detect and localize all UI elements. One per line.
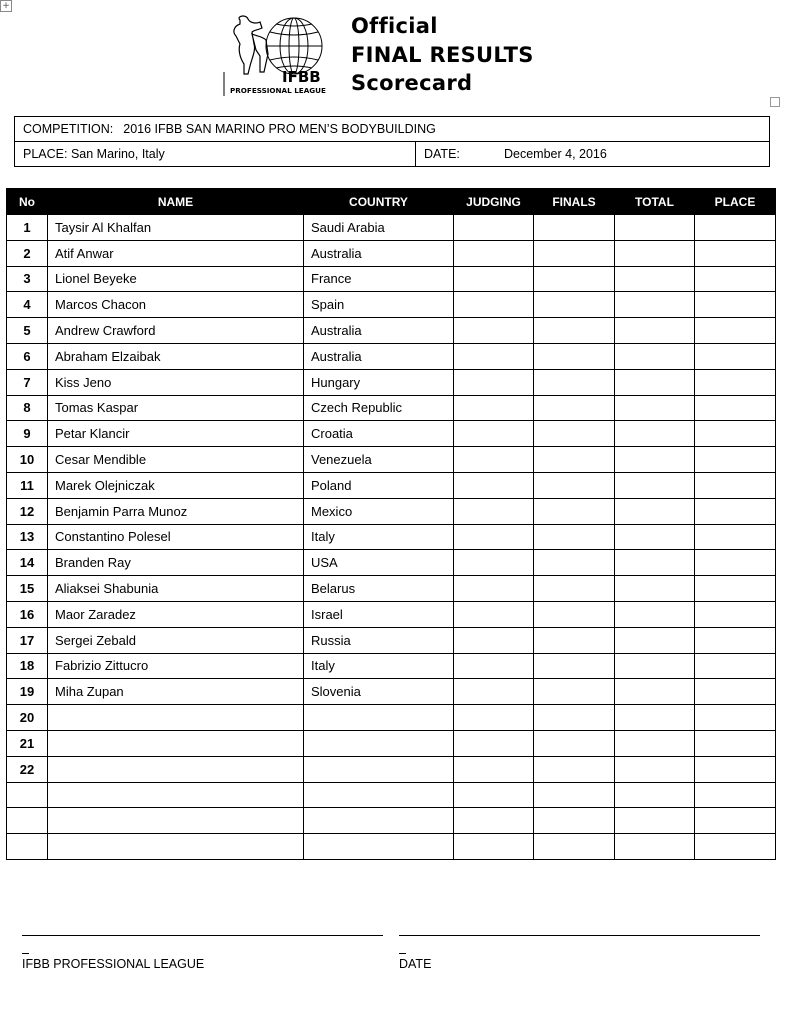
- row-number: 12: [7, 498, 48, 524]
- table-move-handle[interactable]: +: [0, 0, 12, 12]
- judging-cell: [454, 472, 534, 498]
- competitor-country: Czech Republic: [304, 395, 454, 421]
- place-cell: [695, 756, 776, 782]
- table-row: [7, 730, 776, 756]
- competitor-name: Cesar Mendible: [48, 447, 304, 473]
- place-cell: [695, 215, 776, 241]
- place-label: PLACE:: [23, 147, 68, 161]
- competitor-name: Benjamin Parra Munoz: [48, 498, 304, 524]
- scorecard-title: [351, 12, 534, 98]
- competitor-name: [48, 782, 304, 808]
- judging-cell: [454, 653, 534, 679]
- table-row: [7, 782, 776, 808]
- competitor-country: Hungary: [304, 369, 454, 395]
- competitor-name: Maor Zaradez: [48, 601, 304, 627]
- place-cell: [695, 266, 776, 292]
- finals-cell: [534, 421, 615, 447]
- judging-cell: [454, 215, 534, 241]
- table-row: [7, 653, 776, 679]
- row-number: 15: [7, 576, 48, 602]
- place-cell: [695, 318, 776, 344]
- total-cell: [615, 808, 695, 834]
- row-number: [7, 834, 48, 860]
- judging-cell: [454, 447, 534, 473]
- total-cell: [615, 576, 695, 602]
- finals-cell: [534, 601, 615, 627]
- table-row: [7, 601, 776, 627]
- finals-cell: [534, 343, 615, 369]
- finals-cell: [534, 550, 615, 576]
- competitor-country: France: [304, 266, 454, 292]
- results-header-row: [7, 189, 776, 215]
- finals-cell: [534, 808, 615, 834]
- competitor-name: Aliaksei Shabunia: [48, 576, 304, 602]
- row-number: 6: [7, 343, 48, 369]
- place-cell: [695, 292, 776, 318]
- competitor-country: Italy: [304, 653, 454, 679]
- place-cell: [695, 550, 776, 576]
- svg-text:PROFESSIONAL LEAGUE: PROFESSIONAL LEAGUE: [230, 86, 326, 95]
- place-cell: [695, 421, 776, 447]
- row-number: 19: [7, 679, 48, 705]
- place-cell: [695, 782, 776, 808]
- competitor-name: [48, 705, 304, 731]
- judging-cell: [454, 705, 534, 731]
- finals-cell: [534, 756, 615, 782]
- date-value: December 4, 2016: [504, 147, 607, 161]
- place-cell: [695, 601, 776, 627]
- row-number: 1: [7, 215, 48, 241]
- signature-line-league: [22, 935, 383, 936]
- competitor-country: Mexico: [304, 498, 454, 524]
- ifbb-logo: [222, 14, 342, 96]
- place-cell: [695, 498, 776, 524]
- col-header-no: No: [7, 189, 48, 215]
- competition-info-table: [14, 116, 770, 167]
- competitor-name: Fabrizio Zittucro: [48, 653, 304, 679]
- total-cell: [615, 266, 695, 292]
- competitor-name: Abraham Elzaibak: [48, 343, 304, 369]
- row-number: 2: [7, 240, 48, 266]
- finals-cell: [534, 498, 615, 524]
- judging-cell: [454, 524, 534, 550]
- results-table: [6, 188, 776, 860]
- date-label: DATE:: [424, 147, 460, 161]
- competitor-country: Saudi Arabia: [304, 215, 454, 241]
- competitor-country: Australia: [304, 343, 454, 369]
- total-cell: [615, 601, 695, 627]
- table-row: [7, 679, 776, 705]
- row-number: 10: [7, 447, 48, 473]
- finals-cell: [534, 472, 615, 498]
- competitor-name: Marek Olejniczak: [48, 472, 304, 498]
- competitor-name: Constantino Polesel: [48, 524, 304, 550]
- finals-cell: [534, 627, 615, 653]
- total-cell: [615, 550, 695, 576]
- total-cell: [615, 834, 695, 860]
- total-cell: [615, 240, 695, 266]
- finals-cell: [534, 782, 615, 808]
- place-cell: [695, 524, 776, 550]
- competitor-name: [48, 756, 304, 782]
- total-cell: [615, 782, 695, 808]
- row-number: 22: [7, 756, 48, 782]
- signature-tick-league: [22, 953, 29, 954]
- finals-cell: [534, 292, 615, 318]
- table-row: [7, 472, 776, 498]
- row-number: 16: [7, 601, 48, 627]
- finals-cell: [534, 266, 615, 292]
- signature-label-date: DATE: [399, 957, 432, 971]
- competitor-country: Israel: [304, 601, 454, 627]
- title-line-3: Scorecard: [351, 71, 473, 95]
- competitor-name: Atif Anwar: [48, 240, 304, 266]
- judging-cell: [454, 395, 534, 421]
- finals-cell: [534, 395, 615, 421]
- row-number: 11: [7, 472, 48, 498]
- table-row: [7, 292, 776, 318]
- table-row: [7, 240, 776, 266]
- competitor-country: Russia: [304, 627, 454, 653]
- table-row: [7, 627, 776, 653]
- finals-cell: [534, 576, 615, 602]
- judging-cell: [454, 730, 534, 756]
- table-row: [7, 498, 776, 524]
- total-cell: [615, 627, 695, 653]
- competitor-name: Andrew Crawford: [48, 318, 304, 344]
- place-value: San Marino, Italy: [70, 147, 165, 161]
- place-cell: [695, 395, 776, 421]
- competitor-name: Tomas Kaspar: [48, 395, 304, 421]
- place-cell: [695, 343, 776, 369]
- place-cell: [695, 369, 776, 395]
- total-cell: [615, 472, 695, 498]
- place-cell: [15, 142, 416, 167]
- competitor-country: [304, 756, 454, 782]
- total-cell: [615, 679, 695, 705]
- place-cell: [695, 705, 776, 731]
- competitor-name: Miha Zupan: [48, 679, 304, 705]
- judging-cell: [454, 292, 534, 318]
- total-cell: [615, 395, 695, 421]
- competition-value: 2016 IFBB SAN MARINO PRO MEN’S BODYBUILDING: [123, 122, 436, 136]
- judging-cell: [454, 756, 534, 782]
- judging-cell: [454, 421, 534, 447]
- total-cell: [615, 498, 695, 524]
- judging-cell: [454, 550, 534, 576]
- row-number: 8: [7, 395, 48, 421]
- table-row: [7, 447, 776, 473]
- competition-cell: [15, 117, 770, 142]
- col-header-judging: JUDGING: [454, 189, 534, 215]
- finals-cell: [534, 834, 615, 860]
- table-row: [7, 756, 776, 782]
- title-line-1: Official: [351, 14, 438, 38]
- col-header-country: COUNTRY: [304, 189, 454, 215]
- table-row: [7, 421, 776, 447]
- competitor-name: Sergei Zebald: [48, 627, 304, 653]
- finals-cell: [534, 215, 615, 241]
- place-cell: [695, 576, 776, 602]
- table-row: [7, 395, 776, 421]
- judging-cell: [454, 343, 534, 369]
- row-number: 7: [7, 369, 48, 395]
- table-row: [7, 369, 776, 395]
- row-number: 18: [7, 653, 48, 679]
- table-row: [7, 834, 776, 860]
- col-header-finals: FINALS: [534, 189, 615, 215]
- row-number: 13: [7, 524, 48, 550]
- table-row: [7, 266, 776, 292]
- judging-cell: [454, 601, 534, 627]
- finals-cell: [534, 705, 615, 731]
- total-cell: [615, 705, 695, 731]
- competitor-name: Lionel Beyeke: [48, 266, 304, 292]
- svg-text:IFBB: IFBB: [282, 68, 321, 86]
- competitor-country: USA: [304, 550, 454, 576]
- row-number: 9: [7, 421, 48, 447]
- competitor-country: Italy: [304, 524, 454, 550]
- judging-cell: [454, 834, 534, 860]
- competitor-country: Australia: [304, 240, 454, 266]
- table-row: [7, 343, 776, 369]
- row-number: 4: [7, 292, 48, 318]
- row-number: 14: [7, 550, 48, 576]
- competitor-name: Petar Klancir: [48, 421, 304, 447]
- place-cell: [695, 834, 776, 860]
- total-cell: [615, 447, 695, 473]
- total-cell: [615, 318, 695, 344]
- competitor-country: [304, 730, 454, 756]
- col-header-total: TOTAL: [615, 189, 695, 215]
- row-number: 5: [7, 318, 48, 344]
- place-cell: [695, 808, 776, 834]
- total-cell: [615, 421, 695, 447]
- signature-label-league: IFBB PROFESSIONAL LEAGUE: [22, 957, 205, 971]
- table-row: [7, 705, 776, 731]
- judging-cell: [454, 266, 534, 292]
- col-header-place: PLACE: [695, 189, 776, 215]
- total-cell: [615, 343, 695, 369]
- finals-cell: [534, 318, 615, 344]
- total-cell: [615, 524, 695, 550]
- place-cell: [695, 730, 776, 756]
- place-cell: [695, 472, 776, 498]
- row-number: 20: [7, 705, 48, 731]
- competitor-name: Kiss Jeno: [48, 369, 304, 395]
- judging-cell: [454, 369, 534, 395]
- competitor-name: Taysir Al Khalfan: [48, 215, 304, 241]
- competition-label: COMPETITION:: [23, 122, 114, 136]
- judging-cell: [454, 576, 534, 602]
- total-cell: [615, 215, 695, 241]
- competitor-name: Marcos Chacon: [48, 292, 304, 318]
- row-number: [7, 808, 48, 834]
- place-cell: [695, 447, 776, 473]
- competitor-country: [304, 782, 454, 808]
- finals-cell: [534, 524, 615, 550]
- judging-cell: [454, 627, 534, 653]
- finals-cell: [534, 653, 615, 679]
- table-row: [7, 550, 776, 576]
- total-cell: [615, 369, 695, 395]
- place-cell: [695, 679, 776, 705]
- row-number: [7, 782, 48, 808]
- competitor-country: Croatia: [304, 421, 454, 447]
- col-header-name: NAME: [48, 189, 304, 215]
- finals-cell: [534, 679, 615, 705]
- judging-cell: [454, 318, 534, 344]
- judging-cell: [454, 782, 534, 808]
- signature-tick-date: [399, 953, 406, 954]
- table-row: [7, 808, 776, 834]
- row-number: 21: [7, 730, 48, 756]
- judging-cell: [454, 240, 534, 266]
- place-cell: [695, 627, 776, 653]
- competitor-country: [304, 705, 454, 731]
- total-cell: [615, 292, 695, 318]
- title-line-2: FINAL RESULTS: [351, 42, 534, 67]
- table-row: [7, 576, 776, 602]
- resize-handle[interactable]: [770, 97, 780, 107]
- competitor-country: Belarus: [304, 576, 454, 602]
- total-cell: [615, 653, 695, 679]
- competitor-name: [48, 730, 304, 756]
- place-cell: [695, 240, 776, 266]
- finals-cell: [534, 730, 615, 756]
- date-cell: [416, 142, 770, 167]
- signature-line-date: [399, 935, 760, 936]
- competitor-country: Spain: [304, 292, 454, 318]
- judging-cell: [454, 679, 534, 705]
- finals-cell: [534, 447, 615, 473]
- judging-cell: [454, 808, 534, 834]
- table-row: [7, 318, 776, 344]
- competitor-country: Venezuela: [304, 447, 454, 473]
- place-cell: [695, 653, 776, 679]
- finals-cell: [534, 369, 615, 395]
- competitor-country: [304, 834, 454, 860]
- finals-cell: [534, 240, 615, 266]
- table-row: [7, 215, 776, 241]
- competitor-country: [304, 808, 454, 834]
- judging-cell: [454, 498, 534, 524]
- competitor-country: Poland: [304, 472, 454, 498]
- competitor-country: Slovenia: [304, 679, 454, 705]
- competitor-name: Branden Ray: [48, 550, 304, 576]
- table-row: [7, 524, 776, 550]
- row-number: 17: [7, 627, 48, 653]
- row-number: 3: [7, 266, 48, 292]
- competitor-name: [48, 834, 304, 860]
- competitor-name: [48, 808, 304, 834]
- total-cell: [615, 730, 695, 756]
- competitor-country: Australia: [304, 318, 454, 344]
- total-cell: [615, 756, 695, 782]
